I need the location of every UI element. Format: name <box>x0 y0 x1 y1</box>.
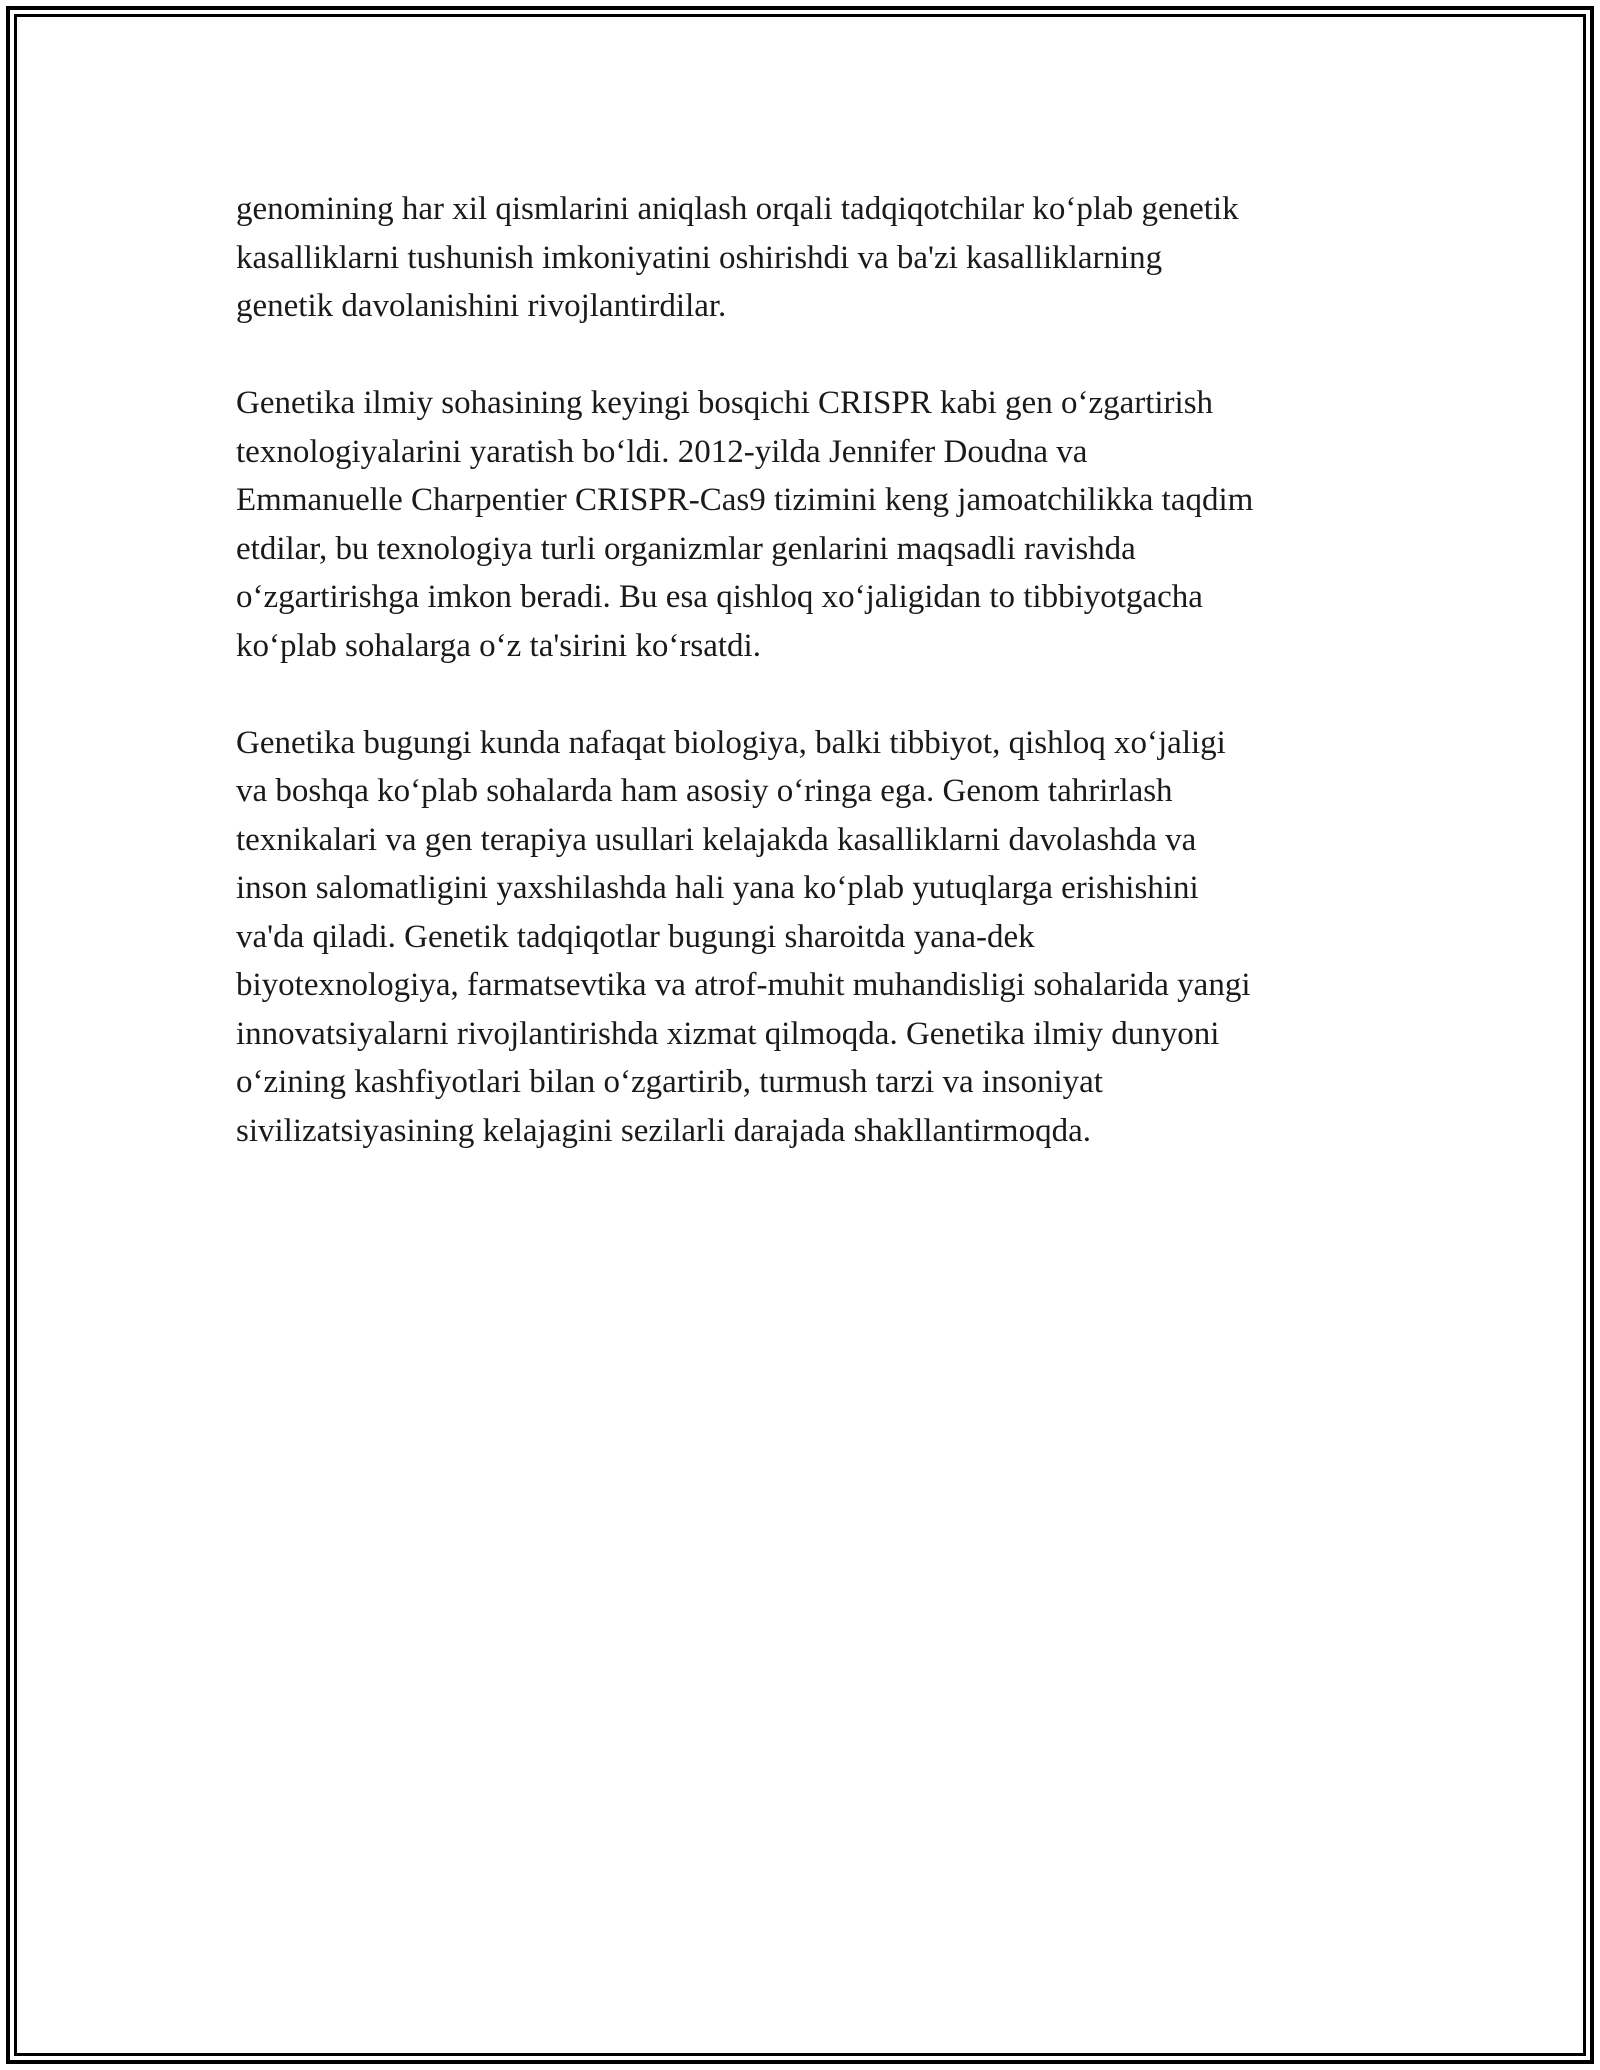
text-line: Emmanuelle Charpentier CRISPR-Cas9 tizimini keng jamoatchilikka taqdim <box>236 482 1254 518</box>
text-line: texnikalari va gen terapiya usullari kelajakda kasalliklarni davolashda va <box>236 821 1197 858</box>
text-line: sivilizatsiyasining kelajagini sezilarli darajada shakllantirmoqda. <box>236 1112 1091 1149</box>
text-line: genomining har xil qismlarini aniqlash orqali tadqiqotchilar koʻplab genetik <box>236 191 1239 227</box>
text-line: etdilar, bu texnologiya turli organizmlar genlarini maqsadli ravishda <box>236 530 1136 567</box>
text-line: inson salomatligini yaxshilashda hali yana koʻplab yutuqlarga erishishini <box>236 870 1199 906</box>
text-line: innovatsiyalarni rivojlantirishda xizmat qilmoqda. Genetika ilmiy dunyoni <box>236 1015 1220 1052</box>
paragraph <box>236 379 1376 670</box>
text-line: koʻplab sohalarga oʻz ta'sirini koʻrsatdi. <box>236 627 761 664</box>
text-line: biyotexnologiya, farmatsevtika va atrof-muhit muhandisligi sohalarida yangi <box>236 967 1251 1003</box>
text-line: va'da qiladi. Genetik tadqiqotlar bugungi sharoitda yana-dek <box>236 918 1035 955</box>
text-line: texnologiyalarini yaratish boʻldi. 2012-yilda Jennifer Doudna va <box>236 433 1088 470</box>
paragraph <box>236 719 1376 1156</box>
text-line: va boshqa koʻplab sohalarda ham asosiy oʻringa ega. Genom tahrirlash <box>236 773 1173 809</box>
text-line: genetik davolanishini rivojlantirdilar. <box>236 288 727 324</box>
document-body <box>236 185 1376 1204</box>
text-line: kasalliklarni tushunish imkoniyatini oshirishdi va ba'zi kasalliklarning <box>236 239 1163 276</box>
text-line: oʻzining kashfiyotlari bilan oʻzgartirib, turmush tarzi va insoniyat <box>236 1064 1103 1100</box>
text-line: Genetika bugungi kunda nafaqat biologiya, balki tibbiyot, qishloq xoʻjaligi <box>236 724 1226 761</box>
paragraph <box>236 185 1376 331</box>
text-line: Genetika ilmiy sohasining keyingi bosqichi CRISPR kabi gen oʻzgartirish <box>236 385 1214 421</box>
text-line: oʻzgartirishga imkon beradi. Bu esa qishloq xoʻjaligidan to tibbiyotgacha <box>236 579 1203 615</box>
